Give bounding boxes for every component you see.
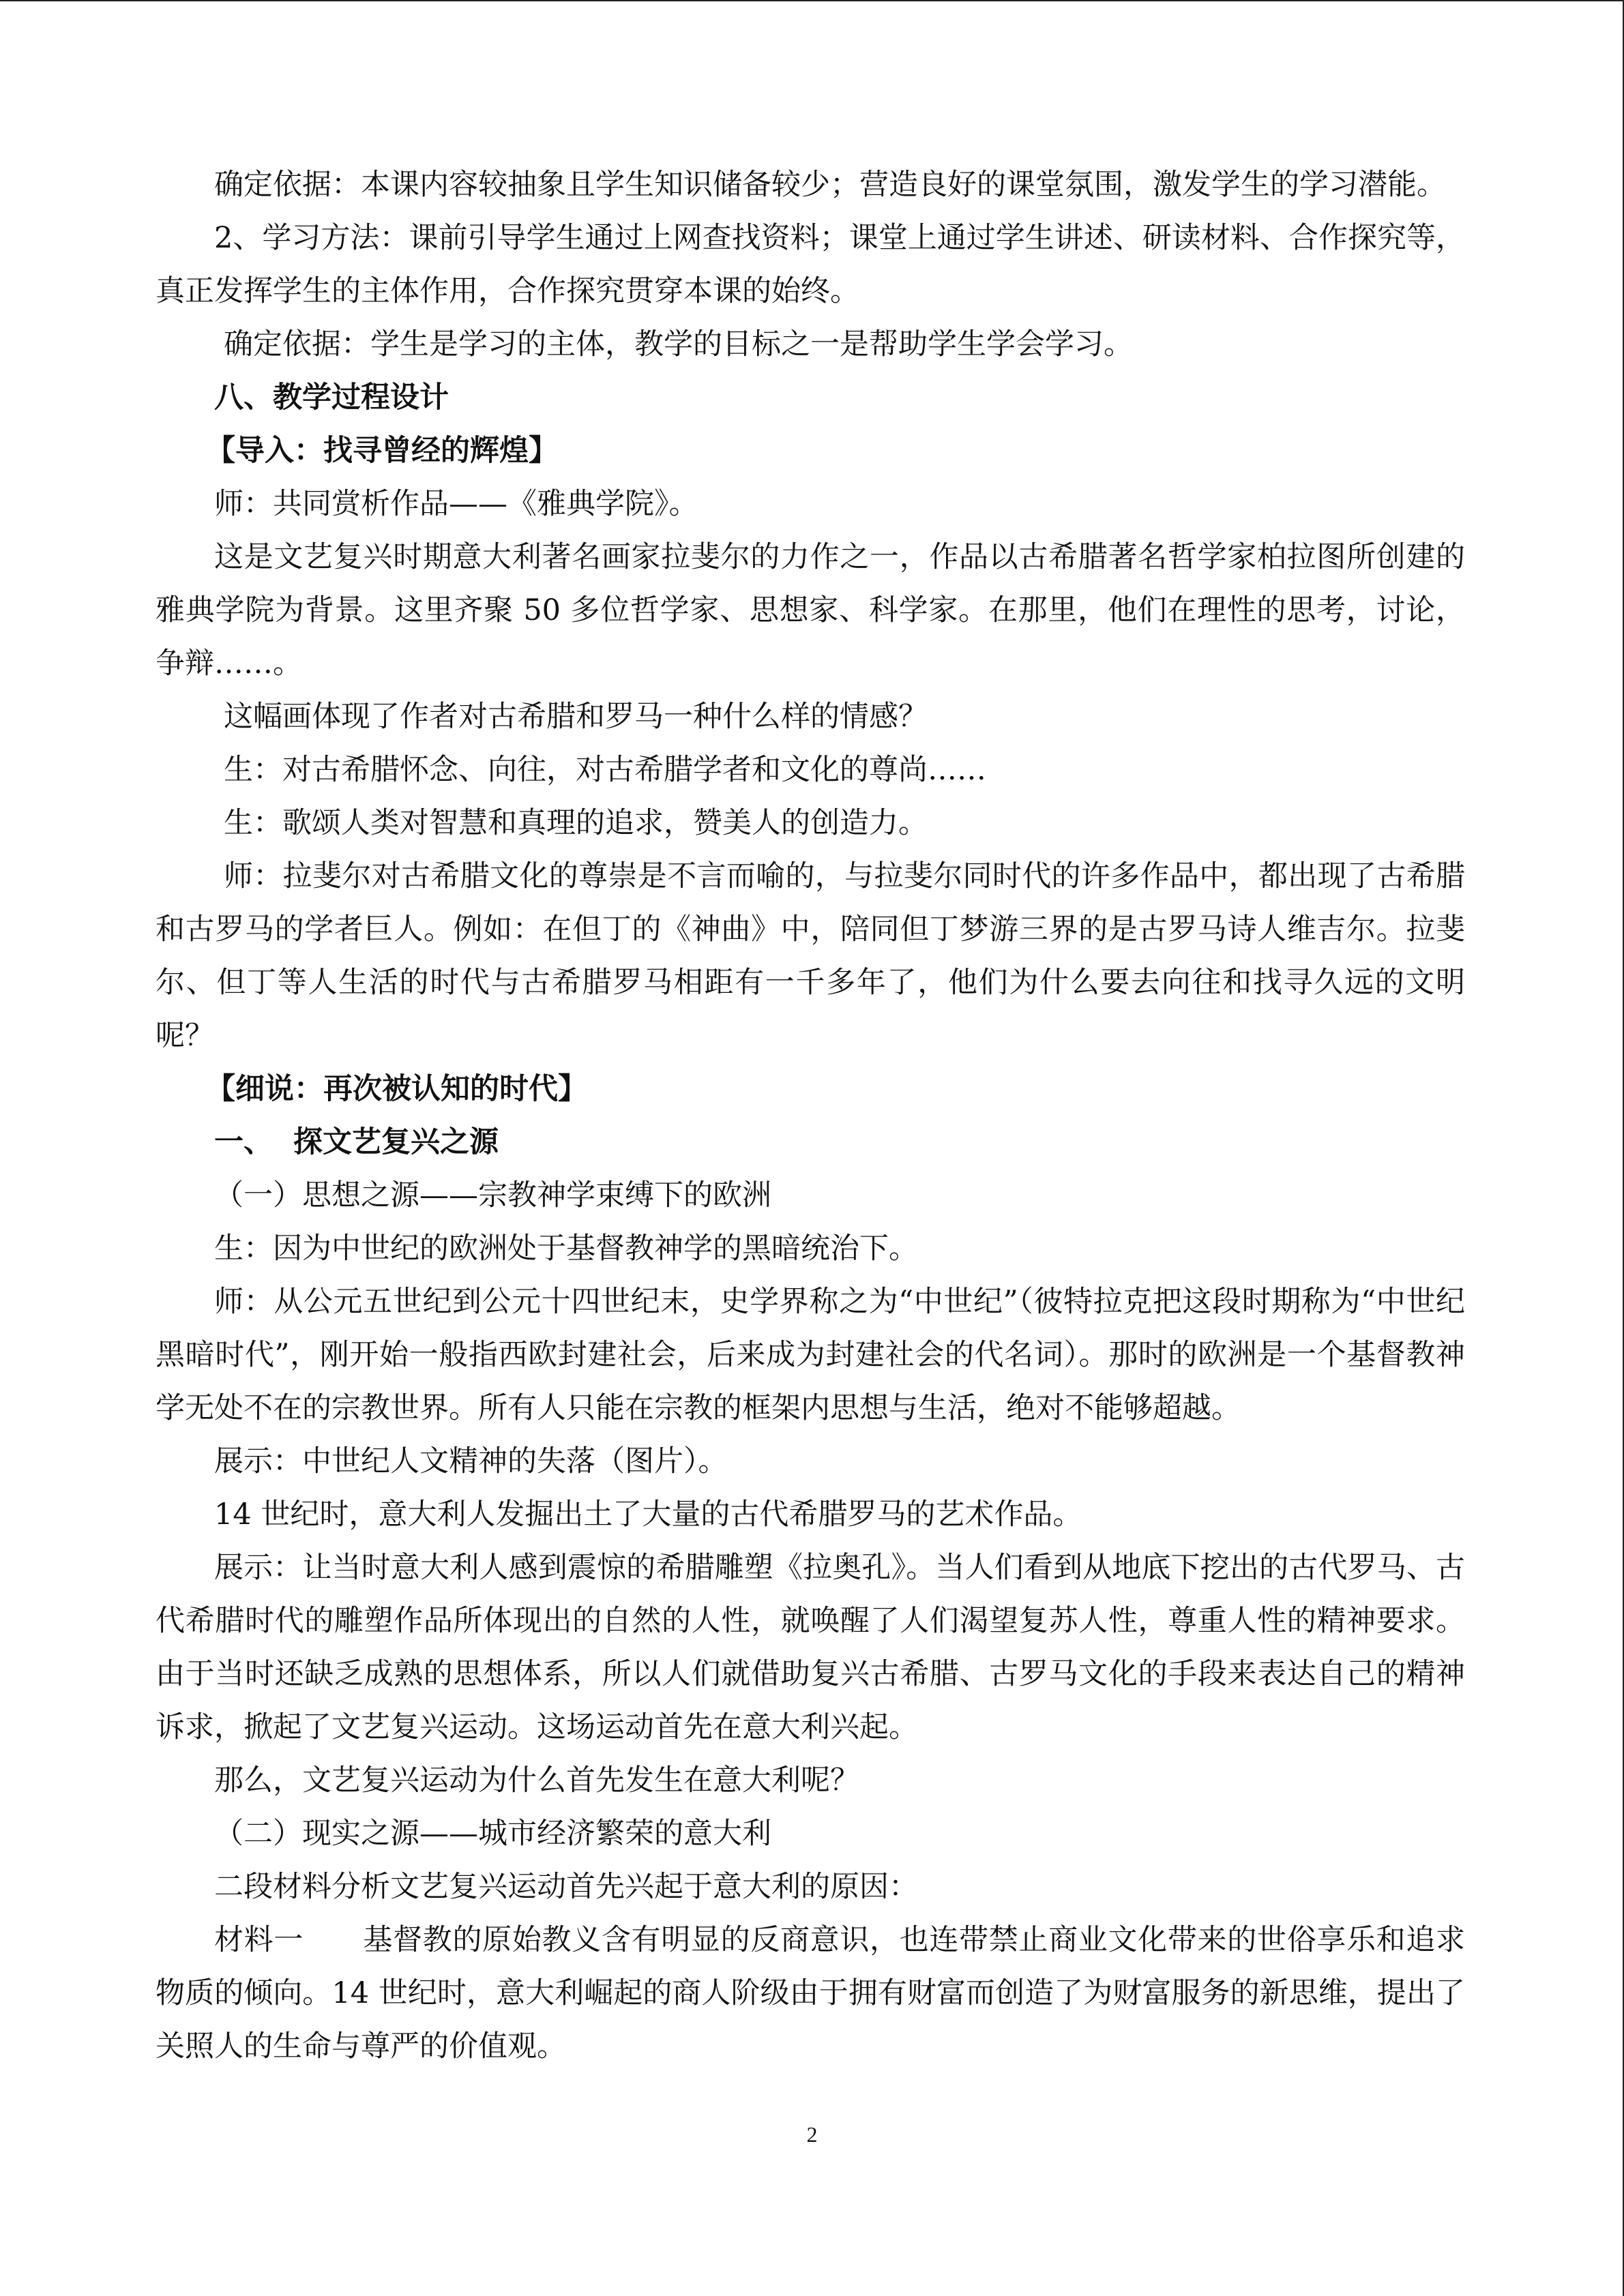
paragraph: 生：因为中世纪的欧洲处于基督教神学的黑暗统治下。 — [214, 1232, 918, 1266]
paragraph: 展示：让当时意大利人感到震惊的希腊雕塑《拉奥孔》。当人们看到从地底下挖出的古代罗马、古代希腊时代的雕塑作品所体现出的自然的人性，就唤醒了人们渴望复苏人性，尊重人性的精神要求。由于当时还缺乏成熟的思想体系，所以人们就借助复兴古希腊、古罗马文化的手段来表达自己的精神诉求，掀起了文艺复兴运动。这场运动首先在意大利兴起。 — [156, 1551, 1465, 1744]
paragraph: 这幅画体现了作者对古希腊和罗马一种什么样的情感？ — [224, 700, 928, 734]
paragraph: 确定依据：本课内容较抽象且学生知识储备较少；营造良好的课堂氛围，激发学生的学习潜能。 — [214, 168, 1446, 202]
paragraph: 师：共同赏析作品——《雅典学院》。 — [214, 487, 698, 521]
paragraph: 师：从公元五世纪到公元十四世纪末，史学界称之为“中世纪”（彼特拉克把这段时期称为“中世纪黑暗时代”，刚开始一般指西欧封建社会，后来成为封建社会的代名词）。那时的欧洲是一个基督教神学无处不在的宗教世界。所有人只能在宗教的框架内思想与生活，绝对不能够超越。 — [156, 1285, 1465, 1425]
subsection-heading: 【导入：找寻曾经的辉煌】 — [206, 434, 558, 468]
paragraph: 材料一 基督教的原始教义含有明显的反商意识，也连带禁止商业文化带来的世俗享乐和追求物质的倾向。14 世纪时，意大利崛起的商人阶级由于拥有财富而创造了为财富服务的新思维，提出了关照人的生命与尊严的价值观。 — [156, 1923, 1465, 2063]
section-heading: 八、教学过程设计 — [214, 381, 449, 415]
paragraph: 14 世纪时，意大利人发掘出土了大量的古代希腊罗马的艺术作品。 — [214, 1497, 1082, 1532]
section-heading: 一、 探文艺复兴之源 — [214, 1125, 499, 1159]
page-number: 2 — [806, 2122, 818, 2147]
paragraph: 二段材料分析文艺复兴运动首先兴起于意大利的原因： — [214, 1870, 918, 1904]
paragraph: 师：拉斐尔对古希腊文化的尊崇是不言而喻的，与拉斐尔同时代的许多作品中，都出现了古希腊和古罗马的学者巨人。例如：在但丁的《神曲》中，陪同但丁梦游三界的是古罗马诗人维吉尔。拉斐尔、但丁等人生活的时代与古希腊罗马相距有一千多年了，他们为什么要去向往和找寻久远的文明呢？ — [156, 859, 1465, 1053]
paragraph: （一）思想之源——宗教神学束缚下的欧洲 — [214, 1178, 771, 1212]
document-body — [156, 158, 1465, 2073]
paragraph: （二）现实之源——城市经济繁荣的意大利 — [214, 1817, 771, 1851]
paragraph: 这是文艺复兴时期意大利著名画家拉斐尔的力作之一，作品以古希腊著名哲学家柏拉图所创建的雅典学院为背景。这里齐聚 50 多位哲学家、思想家、科学家。在那里，他们在理性的思考，讨论，争辩……。 — [156, 540, 1465, 681]
paragraph: 生：对古希腊怀念、向往，对古希腊学者和文化的尊尚…… — [224, 753, 986, 787]
subsection-heading: 【细说：再次被认知的时代】 — [206, 1072, 587, 1106]
paragraph: 确定依据：学生是学习的主体，教学的目标之一是帮助学生学会学习。 — [224, 327, 1133, 361]
paragraph: 那么，文艺复兴运动为什么首先发生在意大利呢？ — [214, 1763, 859, 1798]
paragraph: 生：歌颂人类对智慧和真理的追求，赞美人的创造力。 — [224, 806, 928, 840]
paragraph: 展示：中世纪人文精神的失落（图片）。 — [214, 1444, 728, 1478]
paragraph: 2、学习方法：课前引导学生通过上网查找资料；课堂上通过学生讲述、研读材料、合作探究等，真正发挥学生的主体作用，合作探究贯穿本课的始终。 — [156, 221, 1465, 308]
